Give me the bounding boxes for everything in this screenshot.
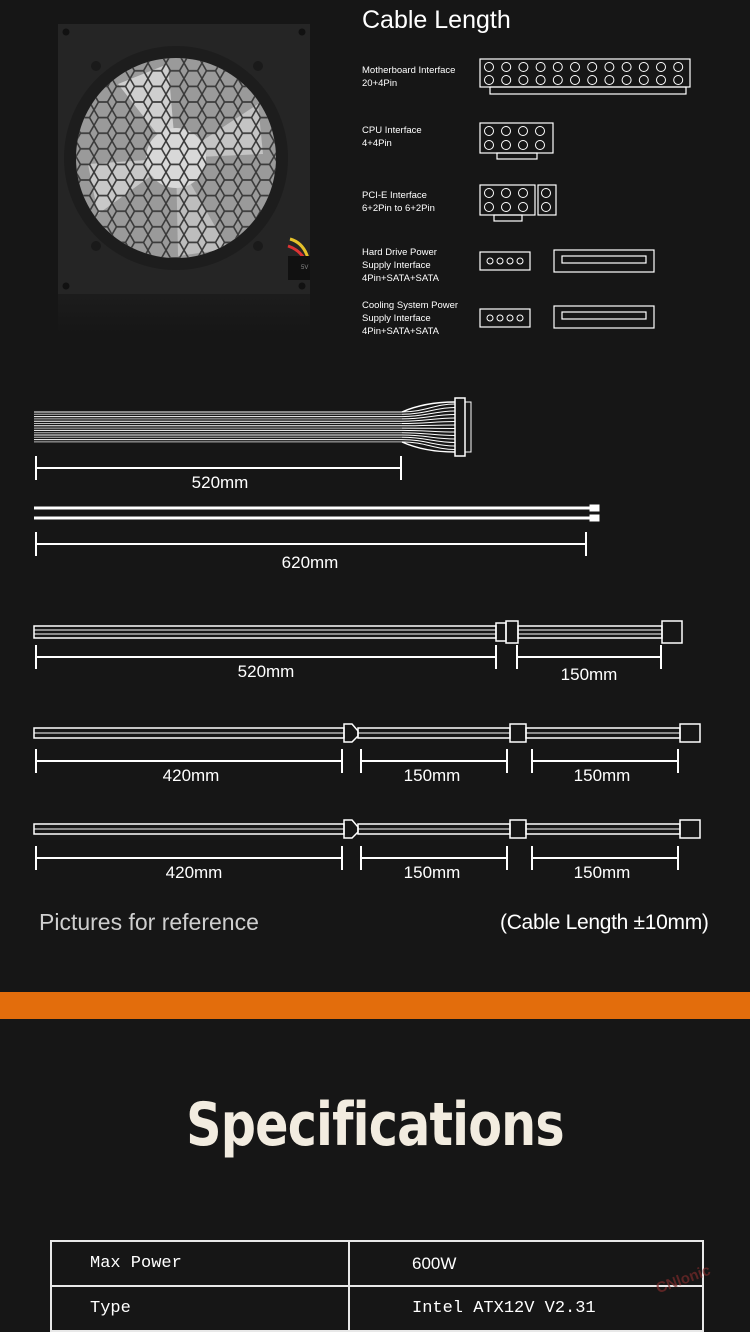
pin-icon xyxy=(485,127,494,136)
iface-name-2: Supply Interface xyxy=(362,260,431,271)
cable-pcie xyxy=(34,621,682,643)
spec-key: Max Power xyxy=(52,1242,350,1285)
pin-icon xyxy=(502,76,511,85)
connector-diagrams xyxy=(0,0,750,340)
pin-icon xyxy=(497,258,503,264)
pin-icon xyxy=(502,63,511,72)
wire-fanout xyxy=(402,430,455,432)
pin-icon xyxy=(605,63,614,72)
dim-label-cable3-a: 520mm xyxy=(237,662,295,681)
pin-icon xyxy=(657,76,666,85)
cable-cpu xyxy=(34,505,599,521)
iface-spec: 4Pin+SATA+SATA xyxy=(362,273,439,284)
iface-spec: 4Pin+SATA+SATA xyxy=(362,326,439,337)
dim-label-cable4-a: 420mm xyxy=(162,766,220,785)
dim-label-cable4-b: 150mm xyxy=(403,766,461,785)
section-divider xyxy=(0,992,750,1019)
pin-icon xyxy=(542,189,551,198)
spec-table xyxy=(50,1240,704,1332)
iface-name: Hard Drive Power xyxy=(362,247,437,258)
pin-icon xyxy=(485,141,494,150)
iface-name: CPU Interface xyxy=(362,125,422,136)
iface-spec: 4+4Pin xyxy=(362,138,392,149)
pin-icon xyxy=(502,203,511,212)
sata-connector-icon xyxy=(554,250,654,272)
tolerance-note: (Cable Length ±10mm) xyxy=(500,911,709,934)
pin-icon xyxy=(536,141,545,150)
pin-icon xyxy=(519,203,528,212)
pin-icon xyxy=(571,76,580,85)
pin-icon xyxy=(674,63,683,72)
pin-icon xyxy=(536,63,545,72)
cable-cooling xyxy=(34,820,700,838)
pin-icon xyxy=(657,63,666,72)
pin-icon xyxy=(622,63,631,72)
pin-icon xyxy=(542,203,551,212)
spec-row xyxy=(52,1287,702,1332)
pin-icon xyxy=(674,76,683,85)
psu-voltage-label: 5V xyxy=(301,265,309,271)
pin-icon xyxy=(639,76,648,85)
cable-length-title: Cable Length xyxy=(362,6,511,34)
pin-icon xyxy=(502,141,511,150)
spec-key: Type xyxy=(52,1287,350,1330)
pin-icon xyxy=(519,141,528,150)
pin-icon xyxy=(517,258,523,264)
pin-icon xyxy=(507,315,513,321)
wire-fanout xyxy=(402,425,455,426)
spec-value: 600W xyxy=(412,1253,457,1273)
dim-label-cable5-c: 150mm xyxy=(573,863,631,882)
pin-icon xyxy=(502,127,511,136)
pin-icon xyxy=(519,189,528,198)
pin-icon xyxy=(639,63,648,72)
pin-icon xyxy=(485,203,494,212)
reference-note: Pictures for reference xyxy=(39,909,259,935)
dim-label-cable5-b: 150mm xyxy=(403,863,461,882)
pin-icon xyxy=(536,76,545,85)
dim-label-cable3-b: 150mm xyxy=(560,665,618,684)
pin-icon xyxy=(519,76,528,85)
pin-icon xyxy=(622,76,631,85)
pin-icon xyxy=(553,76,562,85)
iface-name: Motherboard Interface xyxy=(362,65,456,76)
dim-label-cable4-c: 150mm xyxy=(573,766,631,785)
pin-icon xyxy=(485,189,494,198)
specifications-title: Specifications xyxy=(186,1090,564,1160)
pin-icon xyxy=(502,189,511,198)
pin-icon xyxy=(605,76,614,85)
iface-spec: 6+2Pin to 6+2Pin xyxy=(362,203,435,214)
dim-label-cable5-a: 420mm xyxy=(165,863,223,882)
pin-icon xyxy=(588,63,597,72)
pin-icon xyxy=(487,315,493,321)
iface-name-2: Supply Interface xyxy=(362,313,431,324)
pin-icon xyxy=(519,63,528,72)
pin-icon xyxy=(553,63,562,72)
iface-name: PCI-E Interface xyxy=(362,190,427,201)
pin-icon xyxy=(536,127,545,136)
iface-spec: 20+4Pin xyxy=(362,78,398,89)
spec-row xyxy=(52,1242,702,1287)
pin-icon xyxy=(588,76,597,85)
cable-24pin xyxy=(34,398,471,456)
pin-icon xyxy=(517,315,523,321)
wire-fanout xyxy=(402,422,455,424)
pin-icon xyxy=(487,258,493,264)
cable-hdd xyxy=(34,724,700,742)
iface-name: Cooling System Power xyxy=(362,300,459,311)
pin-icon xyxy=(497,315,503,321)
dim-label-cable1: 520mm xyxy=(191,473,249,492)
pin-icon xyxy=(571,63,580,72)
sata-connector-icon xyxy=(554,306,654,328)
cable-drawings xyxy=(0,380,750,900)
spec-value: Intel ATX12V V2.31 xyxy=(412,1299,596,1318)
pin-icon xyxy=(485,63,494,72)
dim-label-cable2: 620mm xyxy=(281,553,339,572)
pin-icon xyxy=(519,127,528,136)
pin-icon xyxy=(485,76,494,85)
pin-icon xyxy=(507,258,513,264)
watermark-logo: CNlonic xyxy=(653,1261,713,1298)
